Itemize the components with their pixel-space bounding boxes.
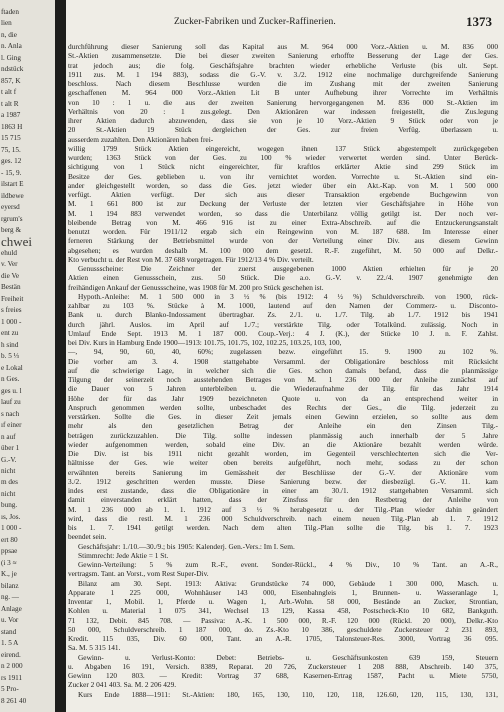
left-page-fragment: lien xyxy=(1,19,12,28)
text-line: zahlbar zu 103 %. Stücke à M. 1000, lautend auf den Namen der Commerz- u. Disconto- xyxy=(68,301,498,310)
left-page-fragment: (i 3 ≈ xyxy=(1,558,17,567)
text-line: —, 94, 90, 60, 40, 60%; zugelassen bezw. eingeführt 15. 9. 1900 zu 102 %. xyxy=(68,347,498,357)
left-page-fragment: über 1 xyxy=(1,444,20,453)
text-line: Kohlen u. Material 1 075 341, Wechsel 13 129, Kassa 458, Postscheck-Kto 10 682, Bankguth. xyxy=(68,606,498,616)
text-line: beendet sein. xyxy=(68,532,107,542)
left-page-fragment: stand xyxy=(1,627,17,636)
text-line: Gewinn 120 803. — Kredit: Vortrag 37 688, Kasernen-Ertrag 1587, Pacht u. Miete 5750, xyxy=(68,671,498,680)
text-line: durchführung dieser Sanierung soll das Kapital aus M. 964 000 Vorz.-Aktien u. M. 836 000 xyxy=(68,42,498,51)
text-line: M. 1 194 883 verwendet worden, so dass die Unterbilanz völlig getilgt ist. Der noch ver- xyxy=(68,208,498,218)
text-line: ausserdem zuzahlten. Den Aktionären haben frei- xyxy=(68,134,214,144)
text-line: Verhältnis von 20 : 1 zus.gelegt. Den Aktionären war indessen freigestellt, die Zus.legung xyxy=(68,106,498,116)
left-page-fragment: l. Ging xyxy=(1,53,21,62)
text-line: Apparate 1 225 000, Wohnhäuser 143 000, Eisenbahngleis 1, Brunnen- u. Wasseranlage 1, xyxy=(68,587,498,597)
previous-page-fragment xyxy=(0,0,55,712)
text-line: Kto verbucht u. der Rest von M. 37 688 vorgetragen. Für 1912/13 4 % Div. verteilt. xyxy=(68,254,314,264)
left-page-fragment: 1863 H xyxy=(1,122,23,131)
running-title: Zucker-Fabriken und Zucker-Raffinerien. xyxy=(174,17,336,27)
text-line: beträgen zurückzuzahlen. Die Tilg. sollte indessen planmässig auch innerhalb der 5 Jahre xyxy=(68,430,498,440)
left-page-fragment: n, die xyxy=(1,30,17,39)
text-line: hältnisse der Ges. wie weiter oben bereits aufgeführt, noch mehr, sodass zu der schon xyxy=(68,458,498,468)
left-page-fragment: n Ges. xyxy=(1,375,20,384)
text-line: bleibende Betrag von M. 466 916 ist zu einer Extra-Abschreib. auf die Entzuckerungsanstalt xyxy=(68,217,498,227)
left-page-fragment: n 2 000 xyxy=(1,662,23,671)
left-page-fragment: m des xyxy=(1,478,18,487)
left-page-fragment: ppsae xyxy=(1,547,18,556)
left-page-fragment: ehuld xyxy=(1,248,17,257)
text-line: abgesehen; es wurden deshalb M. 100 000 dem gesetzl. R.-F. zugeführt, M. 50 000 auf Delkr.- xyxy=(68,245,498,255)
page-header xyxy=(66,14,496,32)
text-line: Hypoth.-Anleihe: M. 1 500 000 in 3 ½ % (bis 1912: 4 ½ %) Schuldverschreib. von 1900, rück- xyxy=(78,291,498,301)
text-line: Besitze der Ges. geblieben u. von ihr vernichtet worden. Vorrechte u. St.-Aktien sind ein- xyxy=(68,171,498,181)
left-page-fragment: v. Ver xyxy=(1,260,18,269)
left-page-fragment: ıs, Jos. xyxy=(1,512,21,521)
text-line: u. Abgaben 16 191, Versich. 8389, Reparat. 20 726, Zuckersteuer 1 208 888, Abschreib. 140 375, xyxy=(68,661,498,671)
text-line: Gewinn-Verteilung: 5 % zum R.-F., event. Sonder-Rückl., 4 % Div., 10 % Tant. an A.-R., xyxy=(78,560,498,569)
left-page-fragment: n auf xyxy=(1,432,16,441)
text-line: durch jährl. Auslos. im April auf 1./7.; verstärkte Tilg. oder Totalkünd. zulässig. Noch in xyxy=(68,319,498,329)
text-line: erwähnten bereits Sanierung im Gemässheit der Beschlüsse der G.-V. der Aktionäre vom xyxy=(68,467,498,477)
text-line: Umlauf Ende Sept. 1913 M. 1 187 000. Coup.-Verj.: 4 J. (K.), der Stücke 10 J. n. F. Zahlst. xyxy=(68,328,498,338)
text-line: 50 000, Schuldverschreib. 1 187 000, do. Zs.-Kto 10 386, geschuldete Zuckersteuer 2 231 893, xyxy=(68,624,498,634)
left-page-fragment: 5 Pro- xyxy=(1,685,19,694)
text-line: 1911 zus. M. 1 194 883), sodass die G.-V. v. 3./2. 1912 eine nochmalige durchgreifende Sanierung xyxy=(68,69,498,79)
left-page-fragment: - 15, 9. xyxy=(1,168,22,177)
text-line: Anspruch genommen werden sollte, unbeschadet des Rechts der Ges., die Tilg. jederzeit zu xyxy=(68,402,498,412)
text-line: verfügt. Aktien verfügt. Der sich aus dieser Transaktion ergebende Buchgewinn von xyxy=(68,190,498,199)
left-page-fragment: ent zu xyxy=(1,329,19,338)
left-page-fragment: ges. 12 xyxy=(1,157,22,166)
text-line: bei Div. Kurs in Hamburg Ende 1900—1913: 101.75, 101.75, 102, 102.25, 103.25, 103, 100, xyxy=(68,338,342,347)
text-line: Zucker 2 041 403. Sa. M. 2 206 429. xyxy=(68,680,177,690)
left-page-fragment: h sind xyxy=(1,340,19,349)
left-page-fragment: ng. — xyxy=(1,593,19,602)
body-text xyxy=(66,42,500,699)
text-line: Die Div. ist bis 1911 nicht gezahlt worden, im Gegenteil verschlechterten sich die Ver- xyxy=(68,449,498,458)
text-line: Bilanz am 30. Sept. 1913: Aktiva: Grundstücke 74 000, Gebäude 1 300 000, Masch. u. xyxy=(78,578,498,588)
text-line: benutzt worden. Für 1911/12 ergab sich ein Reingewinn von M. 187 688. Im Interesse einer xyxy=(68,227,498,236)
text-line: M. 1 236 000 ab 1. 1. 1912 auf 3 ½ % herabgesetzt u. der Tilg.-Plan wieder dahin geändert xyxy=(68,504,498,514)
left-page-fragment: 8 261 40 xyxy=(1,696,27,705)
text-line: sichtigung von 1 Stück nicht eingereichter, für kraftlos erklärter Aktie sind 299 Stück im xyxy=(68,162,498,172)
left-page-fragment: ert 80 xyxy=(1,535,18,544)
left-page-fragment: lauf zu xyxy=(1,398,21,407)
text-line: Geschäftsjahr: 1./10.—30./9.; bis 1905: Kalenderj. Gen.-Vers.: Im I. Sem. xyxy=(78,541,295,551)
left-page-fragment: 15 715 xyxy=(1,134,21,143)
left-page-fragment: K., je xyxy=(1,570,17,579)
left-page-fragment: n. Anla xyxy=(1,42,22,51)
text-line: wurden; 1363 Stück von der Ges. zu 100 % wieder verwertet werden sind. Unter Berück- xyxy=(68,153,498,162)
text-line: Genussscheine: Die Zeichner der zuerst ausgegebenen 1000 Aktien erhielten für je 20 xyxy=(78,264,498,273)
left-page-fragment: e Lokal xyxy=(1,363,23,372)
text-line: trat jedoch aus; die folg. Geschäftsjahre brachten wieder erhebliche Verluste (bis ult. Sept. xyxy=(68,60,498,70)
text-line: verstärken. Sollte die Ges. in dieser Zeit jemals einen Gewinn erzielen, so sollte aus dem xyxy=(68,412,498,421)
left-page-fragment: chwei xyxy=(1,233,33,249)
text-line: auf die schwierige Lage, in welcher sich die Ges. schon damals befand, dass die planmässige xyxy=(68,365,498,375)
text-line: bis 1. 7. 1941 getilgt werden. Nach dem alten Tilg.-Plan sollte die Tilg. bis 1. 7. 1923 xyxy=(68,523,498,532)
left-page-fragment: nicht xyxy=(1,467,16,476)
book-gutter xyxy=(55,0,66,712)
left-page-fragment: ges u. l xyxy=(1,386,22,395)
left-page-fragment: nicht xyxy=(1,489,16,498)
text-line: Höhe der für das Jahr 1909 bezeichneten Quote u. von da an entsprechend weiter in xyxy=(68,393,498,403)
left-page-fragment: ilstart E xyxy=(1,180,24,189)
left-page-fragment: t alt R xyxy=(1,99,19,108)
text-line: wieder aufgenommen werden, sobald eine Div. an die Aktionäre bezahlt werden würde. xyxy=(68,439,498,449)
left-page-fragment: 1. 5 A xyxy=(1,639,19,648)
text-line: Gewinn- u. Verlust-Konto: Debet: Betriebs- u. Geschäftsunkosten 639 159, Steuern xyxy=(78,652,498,662)
left-page-fragment: ıf einer xyxy=(1,421,22,430)
text-line: Stimmrecht: Jede Aktie = 1 St. xyxy=(78,550,169,560)
text-line: Sa. M. 5 315 141. xyxy=(68,643,121,653)
text-line: 71 132, Debit. 845 708. — Passiva: A.-K. 1 500 000, R.-F. 120 000 (Rückl. 20 000), Delkr.-Kto xyxy=(68,615,498,625)
left-page-fragment: Bestän xyxy=(1,283,21,292)
text-line: mehr als den gesetzlichen Betrag der Anleihe ein den Zinsen Tilg.- xyxy=(68,421,498,431)
text-line: indes erst zustande, dass die Obligationäre in einer am 30./1. 1912 stattgehabten Versamml. sich xyxy=(68,486,498,495)
text-line: wird, dass die restl. M. 1 236 000 Schuldverschreib. nach einem neuen Tilg.-Plan ab 1. 7. 1912 xyxy=(68,513,498,523)
left-page-fragment: eirend. xyxy=(1,650,21,659)
left-page-fragment: berg & xyxy=(1,226,22,235)
left-page-fragment: a 1987 xyxy=(1,111,21,120)
left-page-fragment: G.-V. xyxy=(1,455,17,464)
document-page xyxy=(66,0,504,712)
left-page-fragment: bilanz xyxy=(1,581,19,590)
text-line: ferneren Stärkung der Betriebsmittel wurde von der Verteilung einer Div. aus diesem Gewinn xyxy=(68,236,498,246)
left-page-fragment: eyersd xyxy=(1,203,20,212)
text-line: Die vorher am 3. 4. 1908 stattgehabte Versamml. der Obligationäre beschloss mit Rücksicht xyxy=(68,356,498,366)
left-page-fragment: 1 000 - xyxy=(1,524,22,533)
text-line: M. 1 661 800 ist zur Deckung der Verluste der letzten vier Geschäftsjahre in Höhe von xyxy=(68,199,498,209)
left-page-fragment: die Ve xyxy=(1,271,20,280)
text-line: willig 1799 Stück Aktien eingereicht, wogegen ihnen 137 Stück abgestempelt zurückgegeben xyxy=(68,143,498,153)
left-page-fragment: t alt f xyxy=(1,88,17,97)
text-line: die Dauer von 5 Jahren unterbleiben u. die Wiederaufnahme der Tilg. für das Jahr 1914 xyxy=(68,384,498,394)
left-page-fragment: ndstück xyxy=(1,65,24,74)
left-page-fragment: s nach xyxy=(1,409,20,418)
left-page-fragment: rs 1911 xyxy=(1,673,23,682)
text-line: ander gleichgestellt worden, so dass die Ges. jetzt wieder über ein Akt.-Kap. von M. 1 500 000 xyxy=(68,180,498,190)
text-line: Kurs Ende 1888—1911: St.-Aktien: 180, 165, 130, 110, 120, 118, 126.60, 120, 115, 130, 131, xyxy=(78,689,498,699)
left-page-fragment: 857, K xyxy=(1,76,21,85)
text-line: beschloss. Nach diesem Beschlusse wurden die im Zushang mit der zweiten Sanierung xyxy=(68,79,498,88)
left-page-fragment: 1 000 - xyxy=(1,317,22,326)
left-page-fragment: b. 5 ⅓ xyxy=(1,352,19,361)
page-number: 1373 xyxy=(466,14,492,29)
text-line: von 10 : 1 u. die aus der zweiten Sanierung hervorgegangenen M. 836 000 St.-Aktien im xyxy=(68,97,498,107)
text-line: freihändigen Ankauf der Genussscheine, was 1908 für M. 200 pro Stück geschehen ist. xyxy=(68,282,324,292)
text-line: Tilgung der seinerzeit noch ausstehenden Betrages von M. 1 236 000 der Anleihe zunächst auf xyxy=(68,375,498,384)
text-line: 3./2. 1912 geschritten werden musste. Diese Sanierung bezw. der diesbezügl. G.-V. 11. kam xyxy=(68,476,498,486)
left-page-fragment: s freies xyxy=(1,306,22,315)
left-page-fragment: ildbewe xyxy=(1,191,24,200)
left-page-fragment: ftaden xyxy=(1,8,19,16)
left-page-fragment: u. Vor xyxy=(1,616,19,625)
left-page-fragment: Freiheit xyxy=(1,294,24,303)
text-line: vertragsm. Tant. an Vorst., vom Rest Super-Div. xyxy=(68,569,209,579)
text-line: damit einverstanden erklärt hatten, dass der Zinsfuss für den Restbetrag der Anleihe von xyxy=(68,495,498,505)
left-page-fragment: bung. xyxy=(1,501,18,510)
text-line: geschaffenen M. 964 000 Vorz.-Aktien Lit B unter Aufhebung ihrer Vorrechte im Verhältnis xyxy=(68,88,498,98)
text-line: Bank u. durch Blanko-Indossament übertragbar. Zs. 2./1. u. 1./7. Tilg. ab 1./7. 1912 bis 1941 xyxy=(68,310,498,320)
text-line: Inventar 1, Mobil. 1, Pferde u. Wagen 1, Arb.-Wohn. 58 000, Bestände an Zucker, Strontian, xyxy=(68,597,498,606)
text-line: ihrer Aktien dadurch abzuwenden, dass sie von je 10 Vorz.-Aktien 9 Stück oder von je xyxy=(68,116,498,125)
text-line: Aktien einen Genussschein, zus. 50 Stück. Die a.o. G.-V. v. 22./4. 1907 genehmigte den xyxy=(68,273,498,283)
text-line: St.-Aktien zusammensetzte. Die bei dieser zweiten Sanierung erhoffte Besserung der Lage der Ges. xyxy=(68,51,498,61)
text-line: 20 St.-Aktien 19 Stück dergleichen der Ges. zur freien Verfüg. überlassen u. xyxy=(68,125,498,135)
left-page-fragment: rgrum's xyxy=(1,214,23,223)
left-page-fragment: 75, 15. xyxy=(1,145,21,154)
text-line: Kredit. 115 035, Div. 60 000, Tant. an A.-R. 1705, Talonsteuer-Res. 3000, Vortrag 36 095. xyxy=(68,634,498,643)
left-page-fragment: Anlage xyxy=(1,604,22,613)
